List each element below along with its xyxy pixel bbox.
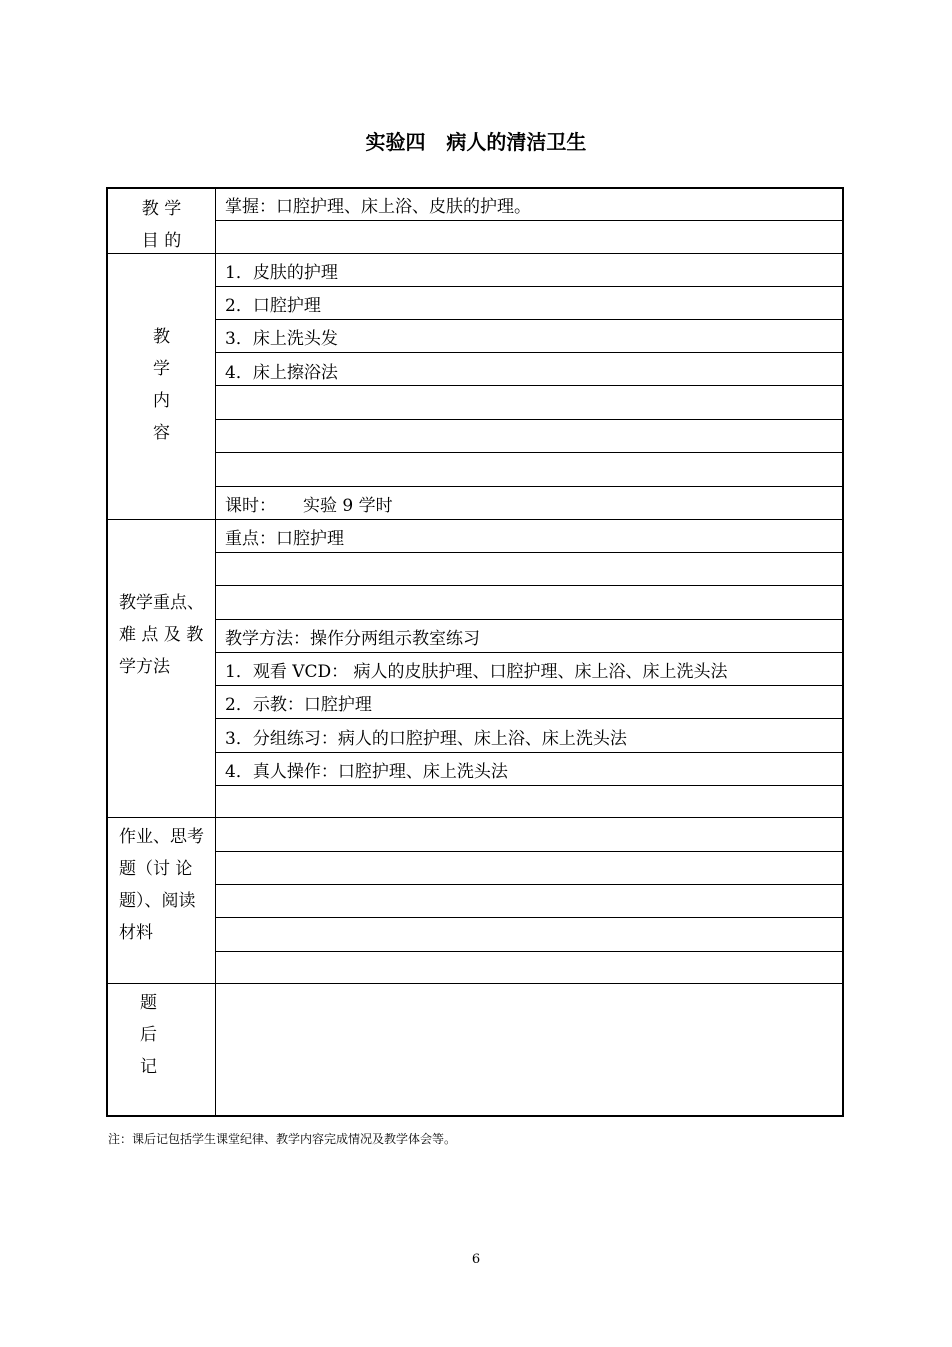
objective-label bbox=[108, 193, 215, 257]
row-divider bbox=[215, 917, 842, 918]
label-line: 题 bbox=[140, 993, 157, 1013]
label-line: 学 bbox=[153, 359, 170, 379]
row-divider bbox=[215, 419, 842, 420]
label-line: 学方法 bbox=[119, 657, 170, 677]
content-row: 1．皮肤的护理 bbox=[225, 263, 338, 283]
label-line: 记 bbox=[140, 1057, 157, 1077]
row-divider bbox=[215, 752, 842, 753]
row-divider bbox=[215, 486, 842, 487]
keypoints-row: 4．真人操作：口腔护理、床上洗头法 bbox=[225, 762, 508, 782]
row-divider bbox=[215, 718, 842, 719]
row-divider bbox=[215, 352, 842, 353]
row-divider bbox=[215, 552, 842, 553]
row-divider bbox=[215, 884, 842, 885]
label-line: 题（讨 论 bbox=[119, 859, 193, 879]
class-hours: 课时： 实验 9 学时 bbox=[225, 496, 393, 516]
row-divider bbox=[215, 286, 842, 287]
row-divider bbox=[215, 585, 842, 586]
row-divider bbox=[215, 452, 842, 453]
keypoints-label bbox=[108, 587, 215, 683]
homework-label bbox=[108, 821, 215, 949]
section-divider bbox=[108, 817, 842, 818]
keypoints-row: 2．示教：口腔护理 bbox=[225, 695, 372, 715]
page-title: 实验四 病人的清洁卫生 bbox=[365, 130, 587, 154]
keypoints-row: 3．分组练习：病人的口腔护理、床上浴、床上洗头法 bbox=[225, 729, 627, 749]
label-line: 目 的 bbox=[141, 231, 182, 251]
label-line: 题）、阅读 bbox=[119, 891, 196, 911]
label-line: 后 bbox=[140, 1025, 157, 1045]
keypoints-row: 1．观看 VCD： 病人的皮肤护理、口腔护理、床上浴、床上洗头法 bbox=[225, 662, 728, 682]
label-line: 容 bbox=[153, 423, 170, 443]
row-divider bbox=[215, 220, 842, 221]
row-divider bbox=[215, 652, 842, 653]
row-divider bbox=[215, 785, 842, 786]
label-line: 教学重点、 bbox=[119, 593, 204, 613]
row-divider bbox=[215, 319, 842, 320]
section-divider bbox=[108, 519, 842, 520]
label-line: 教 学 bbox=[141, 199, 182, 219]
label-line: 内 bbox=[153, 391, 170, 411]
keypoints-row: 重点：口腔护理 bbox=[225, 529, 344, 549]
lesson-plan-table bbox=[106, 187, 844, 1117]
row-divider bbox=[215, 619, 842, 620]
row-divider bbox=[215, 685, 842, 686]
content-row: 2．口腔护理 bbox=[225, 296, 321, 316]
row-divider bbox=[215, 951, 842, 952]
section-divider bbox=[108, 253, 842, 254]
label-line: 材料 bbox=[119, 923, 153, 943]
keypoints-row: 教学方法：操作分两组示教室练习 bbox=[225, 629, 480, 649]
row-divider bbox=[215, 385, 842, 386]
content-label bbox=[108, 321, 215, 449]
label-line: 难 点 及 教 bbox=[119, 625, 204, 645]
row-divider bbox=[215, 851, 842, 852]
postscript-label bbox=[108, 987, 215, 1083]
label-line: 作业、思考 bbox=[119, 827, 204, 847]
content-row: 3．床上洗头发 bbox=[225, 329, 338, 349]
section-divider bbox=[108, 983, 842, 984]
content-row: 4．床上擦浴法 bbox=[225, 363, 338, 383]
footnote: 注：课后记包括学生课堂纪律、教学内容完成情况及教学体会等。 bbox=[108, 1132, 457, 1146]
objective-row: 掌握：口腔护理、床上浴、皮肤的护理。 bbox=[225, 197, 531, 217]
page-number: 6 bbox=[471, 1252, 481, 1267]
label-line: 教 bbox=[153, 327, 170, 347]
